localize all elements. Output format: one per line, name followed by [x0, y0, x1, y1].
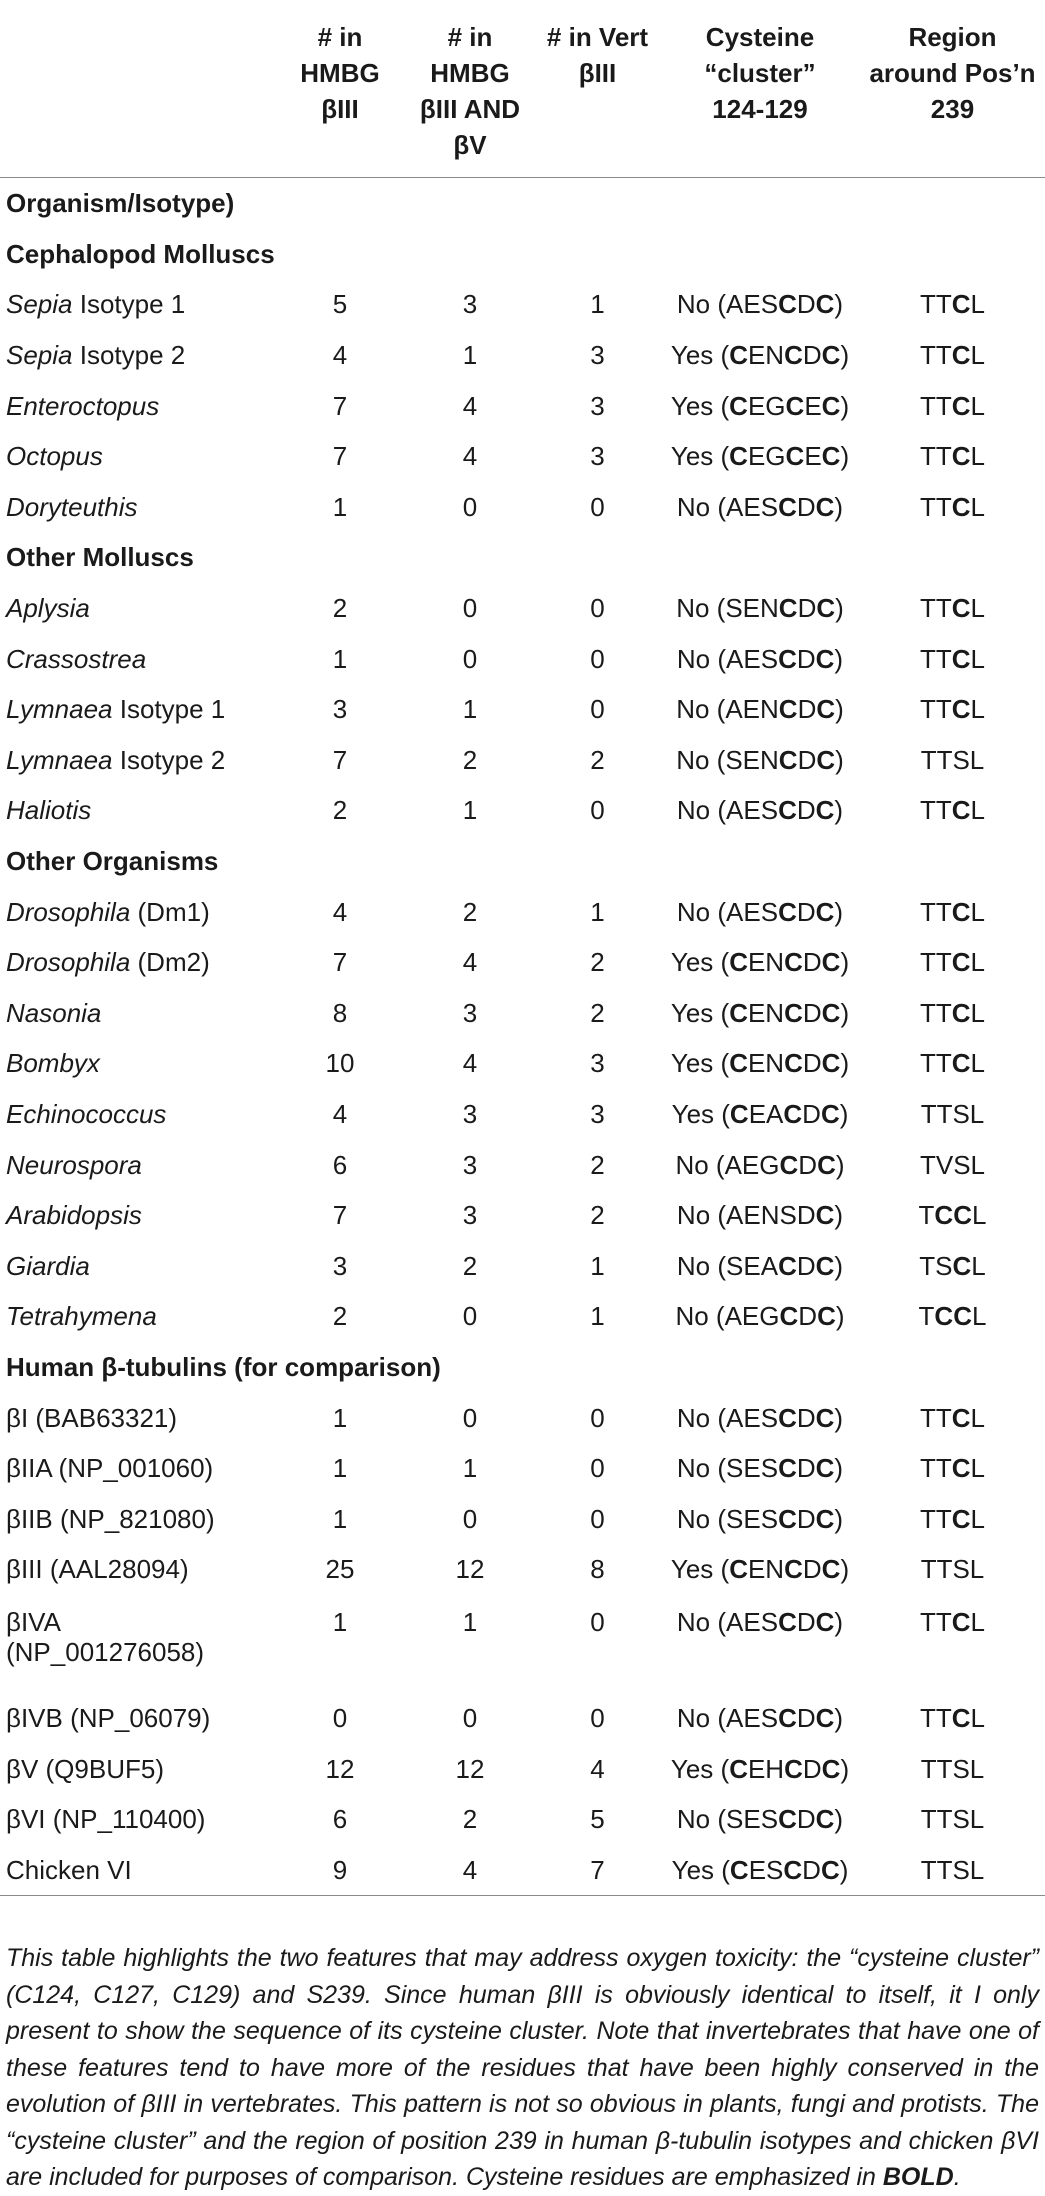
table-row — [0, 1139, 1045, 1190]
hmbg-b3-b5-count: 1 — [462, 1606, 478, 1637]
region-239-cell: TTCL — [919, 340, 985, 371]
vert-b3-count: 0 — [590, 643, 605, 674]
hmbg-b3-count: 7 — [332, 947, 348, 978]
table-row — [0, 1443, 1045, 1494]
organism-cell: βVI (NP_110400) — [6, 1804, 206, 1835]
cysteine-cluster-cell: Yes (CESCDC) — [660, 1844, 860, 1895]
organism-cell: Drosophila (Dm2) — [6, 947, 210, 978]
organism-cell: Aplysia — [6, 593, 90, 624]
header-region-239: Region around Pos’n 239 — [860, 0, 1045, 178]
vert-b3-count: 2 — [590, 1149, 605, 1180]
region-239-cell: TTCL — [919, 947, 985, 978]
header-hmbg-b3: # in HMBG βIII — [275, 0, 405, 178]
cysteine-cluster-cell: Yes (CENCDC) — [670, 1554, 850, 1585]
header-hmbg-b3-and-b5: # in HMBG βIII AND βV — [405, 0, 535, 178]
organism-cell: Giardia — [6, 1250, 90, 1281]
table-row — [0, 1693, 1045, 1744]
table-row — [0, 279, 1045, 330]
region-239-cell: TCCL — [918, 1200, 987, 1231]
section-label: Other Organisms — [6, 846, 219, 877]
table-row — [0, 583, 1045, 634]
hmbg-b3-b5-count: 0 — [462, 1702, 478, 1733]
cysteine-cluster-cell: No (AESCDC) — [676, 1402, 844, 1433]
organism-cell: Lymnaea Isotype 2 — [6, 744, 226, 775]
vert-b3-count: 0 — [590, 593, 605, 624]
section-header-row — [0, 1342, 1045, 1393]
table-row — [0, 1794, 1045, 1845]
region-239-cell: TTCL — [919, 1606, 985, 1637]
cysteine-cluster-cell: No (SENCDC) — [676, 744, 844, 775]
vert-b3-count: 0 — [590, 1702, 605, 1733]
cysteine-cluster-cell: No (AESCDC) — [676, 795, 844, 826]
organism-cell: βV (Q9BUF5) — [6, 1753, 164, 1784]
organism-cell: Nasonia — [6, 997, 102, 1028]
region-239-cell: TTCL — [919, 1402, 985, 1433]
cysteine-cluster-cell: No (AEGCDC) — [675, 1301, 845, 1332]
organism-cell: Tetrahymena — [6, 1301, 157, 1332]
organism-cell: βIIA (NP_001060) — [6, 1453, 214, 1484]
cysteine-cluster-cell: No (SESCDC) — [676, 1503, 844, 1534]
section-label: Organism/Isotype) — [6, 188, 235, 219]
organism-cell: Octopus — [6, 441, 103, 472]
cysteine-cluster-cell: Yes (CEHCDC) — [670, 1753, 850, 1784]
hmbg-b3-count: 12 — [325, 1753, 355, 1784]
hmbg-b3-b5-count: 4 — [462, 390, 478, 421]
vert-b3-count: 5 — [590, 1804, 605, 1835]
region-239-cell: TTCL — [919, 390, 985, 421]
table-row — [0, 1493, 1045, 1544]
table-row — [0, 380, 1045, 431]
region-239-cell: TTSL — [920, 1098, 985, 1129]
region-239-cell: TVSL — [919, 1149, 986, 1180]
hmbg-b3-count: 2 — [332, 795, 348, 826]
region-239-cell: TTCL — [919, 1453, 985, 1484]
organism-cell: βIVA (NP_001276058) — [6, 1606, 205, 1667]
hmbg-b3-count: 7 — [332, 390, 348, 421]
cysteine-cluster-cell: Yes (CENCDC) — [670, 1048, 850, 1079]
hmbg-b3-b5-count: 12 — [455, 1554, 485, 1585]
region-239-cell: TTCL — [919, 1503, 985, 1534]
hmbg-b3-count: 1 — [332, 1503, 348, 1534]
cysteine-cluster-cell: No (AESCDC) — [676, 1702, 844, 1733]
vert-b3-count: 1 — [590, 289, 605, 320]
table-row — [0, 1190, 1045, 1241]
vert-b3-count: 4 — [590, 1753, 605, 1784]
section-label: Cephalopod Molluscs — [6, 238, 275, 269]
hmbg-b3-count: 1 — [332, 643, 348, 674]
region-239-cell: TTCL — [919, 694, 985, 725]
cysteine-cluster-cell: Yes (CENCDC) — [670, 340, 850, 371]
table-row — [0, 1743, 1045, 1794]
vert-b3-count: 2 — [590, 1200, 605, 1231]
vert-b3-count: 0 — [590, 491, 605, 522]
organism-cell: Sepia Isotype 2 — [6, 340, 186, 371]
hmbg-b3-b5-count: 4 — [462, 1048, 478, 1079]
cysteine-cluster-cell: No (SESCDC) — [676, 1804, 844, 1835]
table-header — [0, 0, 1045, 178]
hmbg-b3-b5-count: 2 — [462, 1250, 478, 1281]
table-row — [0, 330, 1045, 381]
vert-b3-count: 0 — [590, 1402, 605, 1433]
region-239-cell: TCCL — [918, 1301, 987, 1332]
hmbg-b3-count: 1 — [332, 1402, 348, 1433]
cysteine-cluster-cell: Yes (CEGCEC) — [670, 441, 850, 472]
organism-cell: βI (BAB63321) — [6, 1402, 178, 1433]
hmbg-b3-count: 2 — [332, 593, 348, 624]
hmbg-b3-count: 7 — [332, 441, 348, 472]
cysteine-cluster-cell: Yes (CEACDC) — [671, 1098, 849, 1129]
hmbg-b3-b5-count: 0 — [462, 491, 478, 522]
hmbg-b3-b5-count: 12 — [455, 1753, 485, 1784]
hmbg-b3-b5-count: 1 — [462, 1453, 478, 1484]
hmbg-b3-b5-count: 0 — [462, 593, 478, 624]
cysteine-cluster-cell: No (AENSDC) — [676, 1200, 844, 1231]
region-239-cell: TTCL — [919, 441, 985, 472]
table-row — [0, 1240, 1045, 1291]
hmbg-b3-count: 6 — [332, 1149, 348, 1180]
hmbg-b3-b5-count: 3 — [462, 289, 478, 320]
table-row — [0, 886, 1045, 937]
section-label: Other Molluscs — [6, 542, 194, 573]
region-239-cell: TTCL — [919, 491, 985, 522]
organism-cell: Neurospora — [6, 1149, 142, 1180]
hmbg-b3-b5-count: 2 — [462, 1804, 478, 1835]
table-row — [0, 1844, 1045, 1895]
cysteine-cluster-cell: No (AESCDC) — [676, 491, 844, 522]
hmbg-b3-b5-count: 1 — [462, 795, 478, 826]
region-239-cell: TTSL — [920, 1804, 985, 1835]
table-row — [0, 431, 1045, 482]
region-239-cell: TSCL — [919, 1250, 986, 1281]
hmbg-b3-count: 0 — [332, 1702, 348, 1733]
hmbg-b3-b5-count: 3 — [462, 1200, 478, 1231]
organism-cell: Bombyx — [6, 1048, 100, 1079]
header-cysteine-cluster: Cysteine “cluster” 124-129 — [660, 0, 860, 178]
header-row — [0, 0, 1045, 178]
vert-b3-count: 1 — [590, 1250, 605, 1281]
organism-cell: Arabidopsis — [6, 1200, 142, 1231]
region-239-cell: TTSL — [920, 1554, 985, 1585]
cysteine-cluster-cell: No (AESCDC) — [676, 289, 844, 320]
region-239-cell: TTCL — [919, 593, 985, 624]
vert-b3-count: 3 — [590, 390, 605, 421]
hmbg-b3-count: 1 — [332, 491, 348, 522]
hmbg-b3-b5-count: 3 — [462, 997, 478, 1028]
table-row — [0, 988, 1045, 1039]
organism-cell: Enteroctopus — [6, 390, 160, 421]
hmbg-b3-count: 3 — [332, 1250, 348, 1281]
organism-cell: Crassostrea — [6, 643, 147, 674]
section-label: Human β-tubulins (for comparison) — [6, 1351, 441, 1382]
vert-b3-count: 7 — [535, 1844, 660, 1895]
cysteine-cluster-cell: Yes (CENCDC) — [670, 997, 850, 1028]
cysteine-cluster-cell: No (AESCDC) — [676, 1606, 844, 1637]
vert-b3-count: 0 — [590, 1606, 605, 1637]
organism-cell: Echinococcus — [6, 1098, 167, 1129]
cysteine-cluster-cell: No (SESCDC) — [676, 1453, 844, 1484]
hmbg-b3-b5-count: 3 — [462, 1098, 478, 1129]
cysteine-cluster-cell: Yes (CENCDC) — [670, 947, 850, 978]
table-row — [0, 482, 1045, 533]
vert-b3-count: 1 — [590, 1301, 605, 1332]
hmbg-b3-count: 4 — [332, 1098, 348, 1129]
cysteine-cluster-cell: Yes (CEGCEC) — [670, 390, 850, 421]
region-239-cell: TTSL — [920, 1753, 985, 1784]
organism-cell: βIVB (NP_06079) — [6, 1702, 211, 1733]
vert-b3-count: 2 — [590, 744, 605, 775]
vert-b3-count: 0 — [590, 1503, 605, 1534]
hmbg-b3-b5-count: 2 — [462, 744, 478, 775]
table-row — [0, 1544, 1045, 1595]
hmbg-b3-count: 6 — [332, 1804, 348, 1835]
vert-b3-count: 1 — [590, 896, 605, 927]
organism-cell: βIII (AAL28094) — [6, 1554, 189, 1585]
table-row — [0, 937, 1045, 988]
hmbg-b3-count: 1 — [332, 1606, 348, 1637]
hmbg-b3-b5-count: 0 — [462, 643, 478, 674]
hmbg-b3-count: 8 — [332, 997, 348, 1028]
vert-b3-count: 2 — [590, 997, 605, 1028]
vert-b3-count: 0 — [590, 694, 605, 725]
cysteine-cluster-cell: No (AESCDC) — [676, 896, 844, 927]
hmbg-b3-b5-count: 4 — [462, 947, 478, 978]
section-header-row — [0, 229, 1045, 280]
vert-b3-count: 0 — [590, 795, 605, 826]
region-239-cell: TTCL — [919, 1048, 985, 1079]
region-239-cell: TTCL — [919, 289, 985, 320]
section-header-row — [0, 836, 1045, 887]
hmbg-b3-count: 3 — [332, 694, 348, 725]
header-vert-b3: # in Vert βIII — [535, 0, 660, 178]
table-row — [0, 1291, 1045, 1342]
table-row — [0, 785, 1045, 836]
hmbg-b3-b5-count: 4 — [405, 1844, 535, 1895]
cysteine-cluster-cell: No (AENCDC) — [676, 694, 844, 725]
cysteine-cluster-cell: No (SENCDC) — [676, 593, 844, 624]
cysteine-cluster-cell: No (SEACDC) — [676, 1250, 844, 1281]
table-row — [0, 735, 1045, 786]
hmbg-b3-count: 25 — [325, 1554, 355, 1585]
hmbg-b3-count: 7 — [332, 1200, 348, 1231]
hmbg-b3-count: 5 — [332, 289, 348, 320]
vert-b3-count: 0 — [590, 1453, 605, 1484]
organism-cell: Lymnaea Isotype 1 — [6, 694, 226, 725]
hmbg-b3-b5-count: 4 — [462, 441, 478, 472]
hmbg-b3-b5-count: 1 — [462, 340, 478, 371]
section-header-row — [0, 178, 1045, 229]
table-body — [0, 178, 1045, 1896]
hmbg-b3-count: 7 — [332, 744, 348, 775]
table-row — [0, 1392, 1045, 1443]
region-239-cell: TTSL — [860, 1844, 1045, 1895]
vert-b3-count: 3 — [590, 1098, 605, 1129]
hmbg-b3-b5-count: 0 — [462, 1402, 478, 1433]
hmbg-b3-b5-count: 0 — [462, 1503, 478, 1534]
organism-cell: Haliotis — [6, 795, 92, 826]
table-row — [0, 1595, 1045, 1693]
vert-b3-count: 8 — [590, 1554, 605, 1585]
organism-cell: Doryteuthis — [6, 491, 138, 522]
hmbg-b3-b5-count: 2 — [462, 896, 478, 927]
header-blank — [0, 0, 275, 178]
organism-cell: βIIB (NP_821080) — [6, 1503, 215, 1534]
region-239-cell: TTCL — [919, 896, 985, 927]
hmbg-b3-b5-count: 1 — [462, 694, 478, 725]
vert-b3-count: 3 — [590, 1048, 605, 1079]
hmbg-b3-b5-count: 3 — [462, 1149, 478, 1180]
table-row — [0, 684, 1045, 735]
region-239-cell: TTCL — [919, 997, 985, 1028]
cysteine-cluster-cell: No (AESCDC) — [676, 643, 844, 674]
region-239-cell: TTCL — [919, 1702, 985, 1733]
hmbg-b3-count: 2 — [332, 1301, 348, 1332]
cysteine-cluster-cell: No (AEGCDC) — [675, 1149, 845, 1180]
organism-cell: Chicken VI — [0, 1844, 275, 1895]
hmbg-b3-count: 4 — [332, 340, 348, 371]
organism-cell: Drosophila (Dm1) — [6, 896, 210, 927]
hmbg-b3-count: 1 — [332, 1453, 348, 1484]
region-239-cell: TTSL — [920, 744, 985, 775]
section-header-row — [0, 532, 1045, 583]
table-caption: This table highlights the two features that may address oxygen toxicity: the “cysteine cluster” (C124, C127, C129) and S239. Since human βIII is obviously identical to itself, it I only present to show the sequence of its cysteine cluster. Note that invertebrates that have one of these features tend to have more of the residues that have been highly conserved in the evolution of βIII in vertebrates. This pattern is not so obvious in plants, fungi and protists. The “cysteine cluster” and the region of position 239 in human β-tubulin isotypes and chicken βVI are included for purposes of comparison. Cysteine residues are emphasized in BOLD. — [6, 1944, 1039, 2191]
organism-cell: Sepia Isotype 1 — [6, 289, 186, 320]
table-row — [0, 1038, 1045, 1089]
region-239-cell: TTCL — [919, 795, 985, 826]
hmbg-b3-count: 4 — [332, 896, 348, 927]
region-239-cell: TTCL — [919, 643, 985, 674]
hmbg-b3-count: 9 — [275, 1844, 405, 1895]
table-row — [0, 1089, 1045, 1140]
hmbg-b3-b5-count: 0 — [462, 1301, 478, 1332]
hmbg-b3-count: 10 — [325, 1048, 355, 1079]
vert-b3-count: 2 — [590, 947, 605, 978]
table-row — [0, 633, 1045, 684]
vert-b3-count: 3 — [590, 441, 605, 472]
vert-b3-count: 3 — [590, 340, 605, 371]
